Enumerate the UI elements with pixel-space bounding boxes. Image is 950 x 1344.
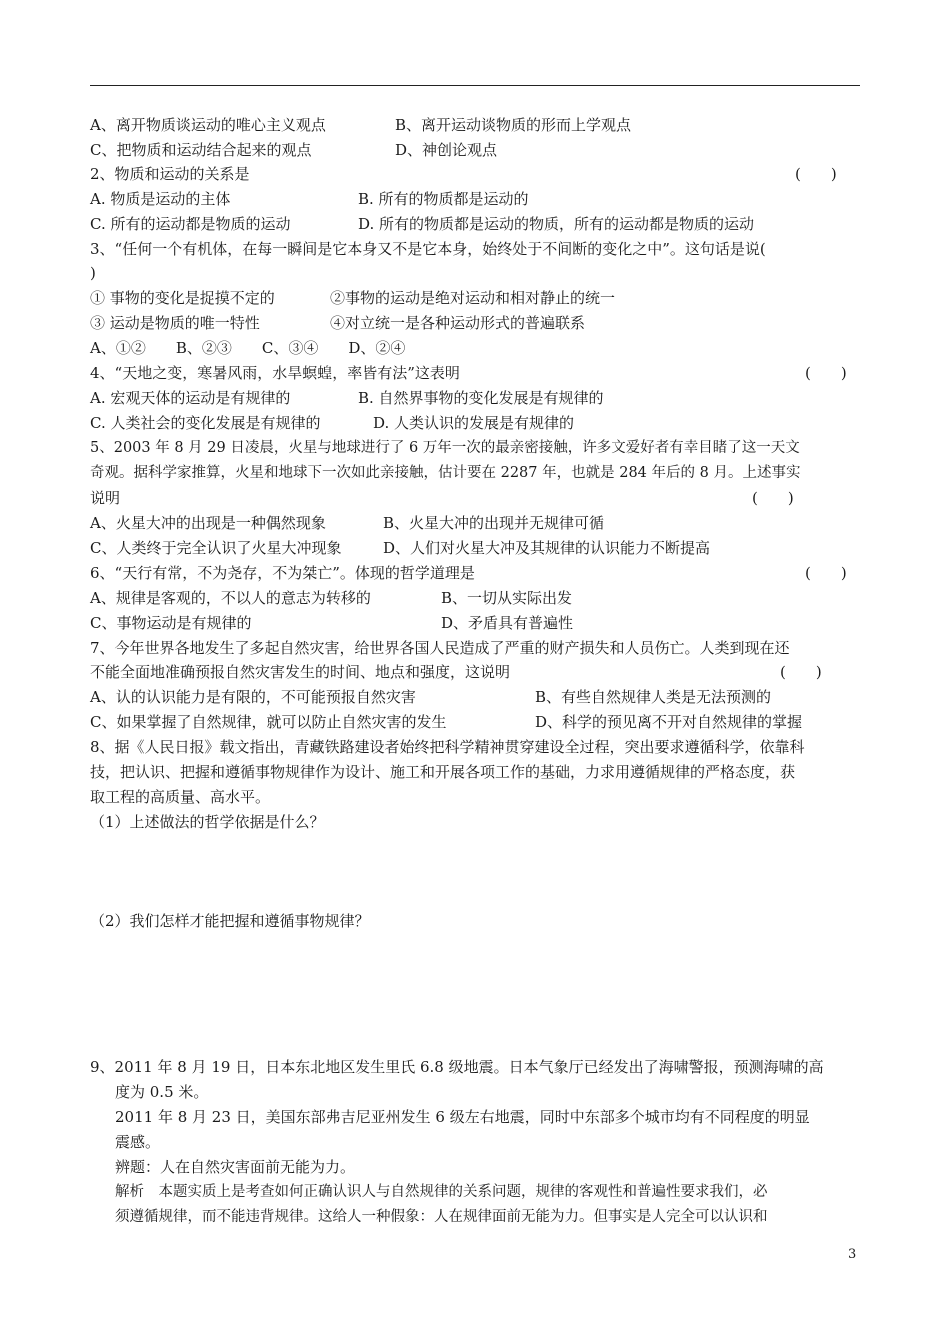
- q6-option-a: A、规律是客观的，不以人的意志为转移的: [90, 589, 371, 607]
- q8-stem-line3: 取工程的高质量、高水平。: [90, 788, 271, 806]
- q5-option-c: C、人类终于完全认识了火星大冲现象: [90, 539, 342, 557]
- q4-option-b: B. 自然界事物的变化发展是有规律的: [358, 389, 604, 407]
- q4-option-c: C. 人类社会的变化发展是有规律的: [90, 414, 321, 432]
- q8-subquestion-2: （2）我们怎样才能把握和遵循事物规律？: [90, 912, 370, 930]
- q6-option-c: C、事物运动是有规律的: [90, 614, 252, 632]
- q8-stem-line1: 8、据《人民日报》载文指出，青藏铁路建设者始终把科学精神贯穿建设全过程，突出要求遵循科学，依靠科: [90, 738, 805, 756]
- q5-stem-line2: 奇观。据科学家推算，火星和地球下一次如此亲接触，估计要在 2287 年，也就是 284 年后的 8 月。上述事实: [90, 465, 801, 481]
- q6-option-d: D、矛盾具有普遍性: [441, 614, 574, 632]
- q9-analysis-line1: 解析 本题实质上是考查如何正确认识人与自然规律的关系问题，规律的客观性和普遍性要求我们，必: [115, 1184, 768, 1200]
- q2-option-b: B. 所有的物质都是运动的: [358, 190, 529, 208]
- q3-statement-4: ④对立统一是各种运动形式的普遍联系: [330, 314, 586, 332]
- q7-option-c: C、如果掌握了自然规律，就可以防止自然灾害的发生: [90, 713, 447, 731]
- q5-answer-paren: ( ): [752, 489, 794, 507]
- q1-option-a: A、离开物质谈运动的唯心主义观点: [90, 116, 326, 134]
- q4-option-d: D. 人类认识的发展是有规律的: [373, 414, 575, 432]
- q6-option-b: B、一切从实际出发: [441, 589, 573, 607]
- q2-option-c: C. 所有的运动都是物质的运动: [90, 215, 291, 233]
- q9-line3: 2011 年 8 月 23 日，美国东部弗吉尼亚州发生 6 级左右地震，同时中东部多个城市均有不同程度的明显: [115, 1108, 810, 1126]
- q6-stem: 6、“天行有常，不为尧存，不为桀亡”。体现的哲学道理是: [90, 564, 475, 582]
- q7-stem-line1: 7、今年世界各地发生了多起自然灾害，给世界各国人民造成了严重的财产损失和人员伤亡。人类到现在还: [90, 639, 790, 657]
- q9-line1: 9、2011 年 8 月 19 日，日本东北地区发生里氏 6.8 级地震。日本气象厅已经发出了海啸警报，预测海啸的高: [90, 1058, 824, 1076]
- q2-answer-paren: ( ): [795, 165, 837, 183]
- q5-stem-line1: 5、2003 年 8 月 29 日凌晨，火星与地球进行了 6 万年一次的最亲密接触，许多文爱好者有幸目睹了这一天文: [90, 440, 800, 456]
- q3-stem-line2: ): [90, 264, 96, 282]
- q2-option-a: A. 物质是运动的主体: [90, 190, 231, 208]
- q3-statement-2: ②事物的运动是绝对运动和相对静止的统一: [330, 289, 616, 307]
- q4-option-a: A. 宏观天体的运动是有规律的: [90, 389, 291, 407]
- q8-stem-line2: 技，把认识、把握和遵循事物规律作为设计、施工和开展各项工作的基础，力求用遵循规律的严格态度，获: [90, 763, 796, 781]
- q3-stem-line1: 3、“任何一个有机体，在每一瞬间是它本身又不是它本身，始终处于不间断的变化之中”。这句话是说(: [90, 240, 766, 258]
- q4-answer-paren: ( ): [805, 364, 847, 382]
- q1-option-c: C、把物质和运动结合起来的观点: [90, 141, 312, 159]
- q7-option-a: A、认的认识能力是有限的，不可能预报自然灾害: [90, 688, 416, 706]
- q5-option-d: D、人们对火星大冲及其规律的认识能力不断提高: [383, 539, 711, 557]
- q5-option-a: A、火星大冲的出现是一种偶然现象: [90, 514, 326, 532]
- q4-stem: 4、“天地之变，寒暑风雨，水旱螟蝗，率皆有法”这表明: [90, 364, 460, 382]
- q7-option-b: B、有些自然规律人类是无法预测的: [535, 688, 772, 706]
- q3-choices: A、①② B、②③ C、③④ D、②④: [90, 339, 406, 357]
- q1-option-d: D、神创论观点: [395, 141, 498, 159]
- page-number: 3: [848, 1247, 857, 1262]
- q2-option-d: D. 所有的物质都是运动的物质，所有的运动都是物质的运动: [358, 215, 755, 233]
- q1-option-b: B、离开运动谈物质的形而上学观点: [395, 116, 632, 134]
- q9-line2: 度为 0.5 米。: [115, 1083, 209, 1101]
- header-rule: [90, 85, 860, 86]
- q6-answer-paren: ( ): [805, 564, 847, 582]
- q7-answer-paren: ( ): [780, 663, 822, 681]
- q2-stem: 2、物质和运动的关系是: [90, 165, 250, 183]
- q5-option-b: B、火星大冲的出现并无规律可循: [383, 514, 605, 532]
- q3-statement-3: ③ 运动是物质的唯一特性: [90, 314, 260, 332]
- q9-analysis-line2: 须遵循规律，而不能违背规律。这给人一种假象：人在规律面前无能为力。但事实是人完全可以认识和: [115, 1209, 768, 1225]
- q9-claim: 辨题：人在自然灾害面前无能为力。: [115, 1158, 356, 1176]
- q7-option-d: D、科学的预见离不开对自然规律的掌握: [535, 713, 803, 731]
- q9-line4: 震感。: [115, 1133, 161, 1151]
- q3-statement-1: ① 事物的变化是捉摸不定的: [90, 289, 275, 307]
- q7-stem-line2: 不能全面地准确预报自然灾害发生的时间、地点和强度，这说明: [90, 663, 511, 681]
- q5-stem-line3: 说明: [90, 489, 121, 507]
- q8-subquestion-1: （1）上述做法的哲学依据是什么？: [90, 813, 325, 831]
